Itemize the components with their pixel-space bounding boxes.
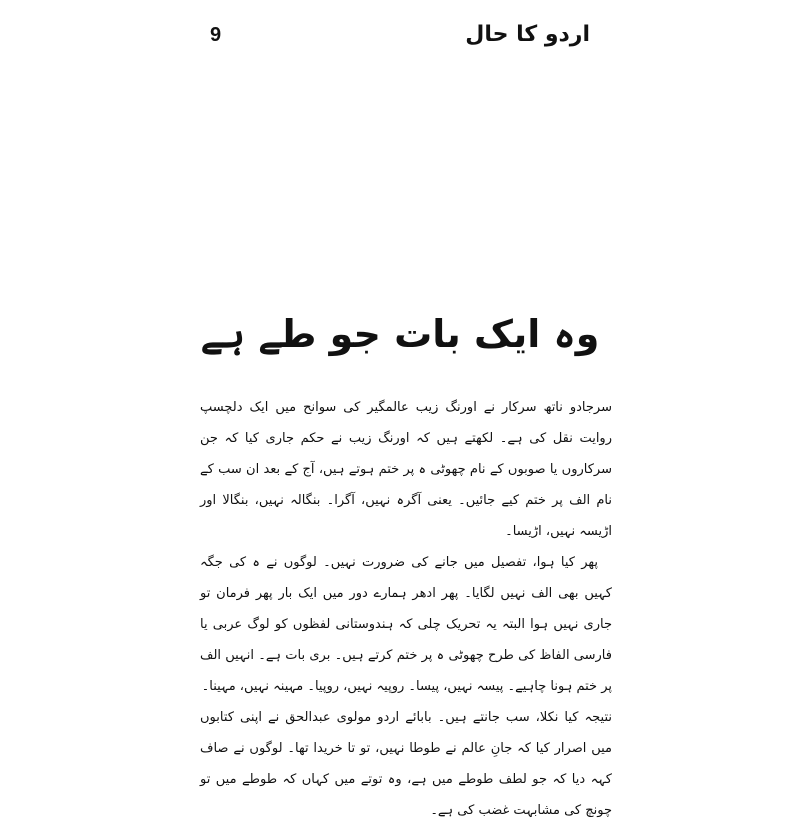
paragraph: پھر کیا ہوا، تفصیل میں جانے کی ضرورت نہیں۔ لوگوں نے ہ کی جگہ کہیں بھی الف نہیں لگایا۔ پھر ادھر ہمارے دور میں ایک بار پھر فرمان تو جاری نہیں ہوا البتہ یہ تحریک چلی کہ ہندوستانی لفظوں کو لوگ عربی یا فارسی الفاظ کی طرح چھوٹی ہ پر ختم کرتے ہیں۔ بری بات ہے۔ انہیں الف پر ختم ہونا چاہیے۔ پیسہ نہیں، پیسا۔ روپیہ نہیں، روپیا۔ مہینہ نہیں، مہینا۔ (200, 555, 612, 694)
paragraph: سرجادو ناتھ سرکار نے اورنگ زیب عالمگیر کی سوانح میں ایک دلچسپ روایت نقل کی ہے۔ لکھتے ہیں کہ اورنگ زیب نے حکم جاری کیا کہ جن سرکاروں یا صوبوں کے نام چھوٹی ہ پر ختم ہوتے ہیں، آج کے بعد ان سب کے نام الف پر ختم کیے جائیں۔ یعنی آگرہ نہیں، آگرا۔ بنگالہ نہیں، بنگالا اور اڑیسہ نہیں، اڑیسا۔ (200, 400, 612, 539)
running-header-title: اردو کا حال (465, 22, 590, 47)
article-body (200, 392, 612, 826)
page-number: 9 (210, 24, 222, 46)
paragraph: نتیجہ کیا نکلا، سب جانتے ہیں۔ بابائے اردو مولوی عبدالحق نے اپنی کتابوں میں اصرار کیا کہ جانِ عالم نے طوطا نہیں، تو تا خریدا تھا۔ لوگوں نے صاف کہہ دیا کہ جو لطف طوطے میں ہے، وہ توتے میں کہاں کہ طوطے میں تو چونچ کی مشابہت غضب کی ہے۔ (200, 710, 612, 818)
chapter-heading: وہ ایک بات جو طے ہے (200, 312, 600, 356)
